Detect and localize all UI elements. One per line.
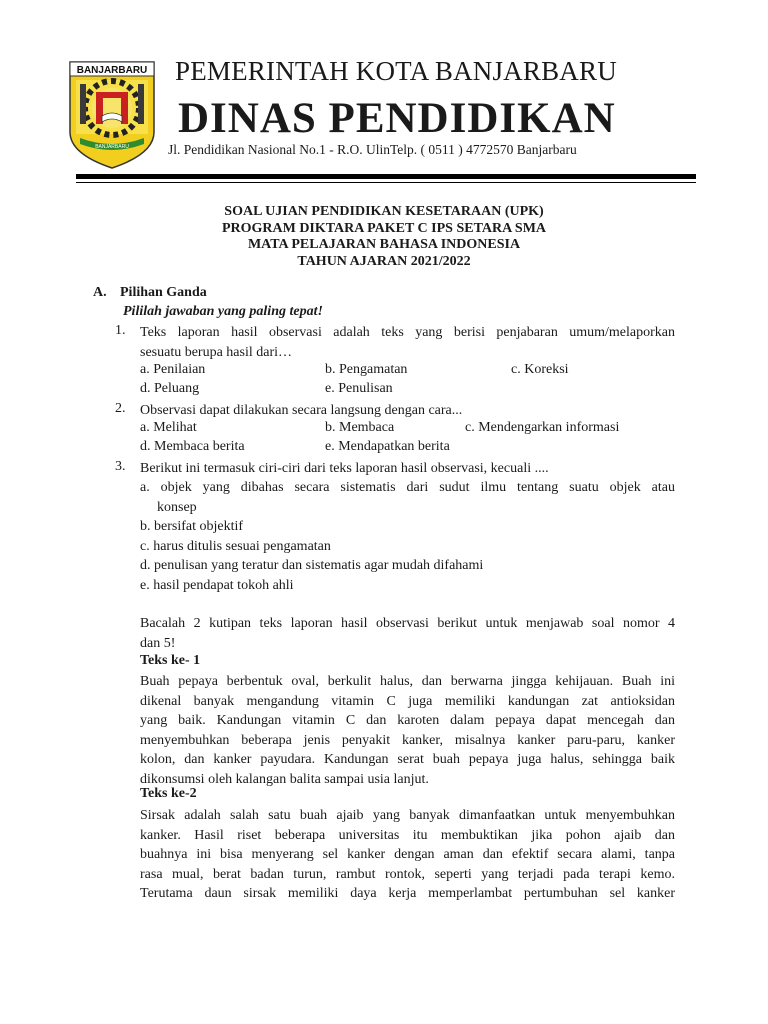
reading-text-body xyxy=(140,806,675,904)
exam-year-line: TAHUN AJARAN 2021/2022 xyxy=(297,253,471,269)
answer-option: b. Membaca xyxy=(325,420,395,435)
answer-option: a. objek yang dibahas secara sistematis dari sudut ilmu tentang suatu objek atau xyxy=(140,480,675,495)
letterhead-rule-thin xyxy=(76,182,696,183)
reading-line: yang baik. Kandungan vitamin C dan karoten dalam pepaya dapat mencegah dan xyxy=(140,713,675,728)
question-line: Berikut ini termasuk ciri-ciri dari teks laporan hasil observasi, kecuali .... xyxy=(140,461,549,476)
reading-line: menyembuhkan beberapa jenis penyakit kanker, misalnya kanker paru-paru, kanker xyxy=(140,732,675,748)
answer-option-block xyxy=(140,478,675,595)
reading-text-title: Teks ke- 1 xyxy=(140,653,201,668)
reading-line: kolon, dan kanker payudara. Kandungan serat buah pepaya juga halus, sehingga baik xyxy=(140,752,675,767)
logo-ribbon-text: BANJARBARU xyxy=(95,144,129,150)
logo-top-text: BANJARBARU xyxy=(76,65,148,76)
reading-instruction-line: dan 5! xyxy=(140,635,176,651)
answer-option: c. harus ditulis sesuai pengamatan xyxy=(140,538,331,554)
section-letter: A. xyxy=(93,285,107,300)
reading-line: Terutama daun sirsak memiliki daya kerja memperlambat pertumbuhan sel kanker xyxy=(140,886,675,901)
answer-option: d. penulisan yang teratur dan sistematis agar mudah difahami xyxy=(140,558,484,573)
answer-option: a. Melihat xyxy=(140,420,197,435)
question-line: Observasi dapat dilakukan secara langsung dengan cara... xyxy=(140,403,463,418)
answer-option: e. hasil pendapat tokoh ahli xyxy=(140,577,294,593)
reading-line: Sirsak adalah salah satu buah ajaib yang banyak dimanfaatkan untuk menyembuhkan xyxy=(140,808,675,823)
question-number: 3. xyxy=(115,459,126,474)
reading-line: rasa mual, berat badan turun, rambut rontok, seperti yang terjadi pada terapi kemo. xyxy=(140,866,675,882)
question-line: Teks laporan hasil observasi adalah teks yang berisi penjabaran umum/melaporkan xyxy=(140,325,675,340)
question-line: sesuatu berupa hasil dari… xyxy=(140,344,293,360)
question-text xyxy=(140,323,675,362)
exam-title-block xyxy=(84,204,684,270)
reading-instruction xyxy=(140,614,675,653)
question-text xyxy=(140,401,675,421)
section-title: Pilihan Ganda xyxy=(120,285,207,300)
city-emblem-logo xyxy=(66,58,158,170)
answer-option: c. Mendengarkan informasi xyxy=(465,420,620,435)
reading-line: kanker. Hasil riset beberapa universitas itu membuktikan jika pohon ajaib dan xyxy=(140,827,675,843)
section-instruction: Pililah jawaban yang paling tepat! xyxy=(123,304,323,319)
answer-option: d. Peluang xyxy=(140,381,200,396)
answer-option: b. Pengamatan xyxy=(325,362,408,377)
office-address: Jl. Pendidikan Nasional No.1 - R.O. UlinTelp. ( 0511 ) 4772570 Banjarbaru xyxy=(168,142,577,157)
letterhead-rule-thick xyxy=(76,174,696,179)
reading-text-title: Teks ke-2 xyxy=(140,786,197,801)
answer-option: b. bersifat objektif xyxy=(140,519,244,534)
answer-option: a. Penilaian xyxy=(140,362,206,377)
answer-option: d. Membaca berita xyxy=(140,439,245,454)
reading-line: dikenal banyak mengandung vitamin C juga memiliki kandungan zat antioksidan xyxy=(140,693,675,709)
answer-option: e. Penulisan xyxy=(325,381,393,396)
reading-line: buahnya ini bisa menyerang sel kanker dengan aman dan efektif secara alami, tanpa xyxy=(140,847,675,862)
department-name: DINAS PENDIDIKAN xyxy=(178,95,616,142)
section-heading xyxy=(93,285,207,301)
question-number: 2. xyxy=(115,401,126,416)
exam-title-line: SOAL UJIAN PENDIDIKAN KESETARAAN (UPK) xyxy=(224,204,544,219)
reading-line: dikonsumsi oleh kalangan balita sampai usia lanjut. xyxy=(140,771,429,787)
question-number: 1. xyxy=(115,323,126,338)
reading-instruction-line: Bacalah 2 kutipan teks laporan hasil observasi berikut untuk menjawab soal nomor 4 xyxy=(140,616,675,631)
reading-text-body xyxy=(140,672,675,789)
reading-line: Buah pepaya berbentuk oval, berkulit halus, dan berwarna jingga kehijauan. Buah ini xyxy=(140,674,675,689)
answer-option-continued: konsep xyxy=(157,499,197,515)
exam-subject-line: MATA PELAJARAN BAHASA INDONESIA xyxy=(247,237,521,252)
question-text xyxy=(140,459,675,479)
government-name: PEMERINTAH KOTA BANJARBARU xyxy=(175,56,617,86)
answer-option: c. Koreksi xyxy=(511,362,569,377)
answer-option: e. Mendapatkan berita xyxy=(325,439,450,454)
exam-program-line: PROGRAM DIKTARA PAKET C IPS SETARA SMA xyxy=(221,220,547,236)
